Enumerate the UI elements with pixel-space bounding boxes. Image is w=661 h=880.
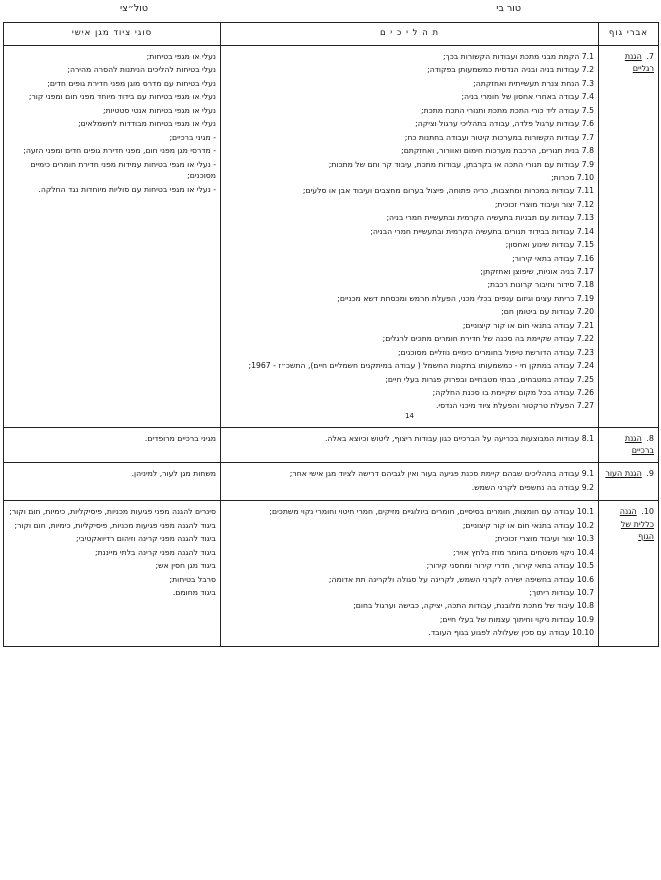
equipment-item: ביגוד להגנה מפני פגיעות מכניות, פיסיקליות, כימיות, חום וקור;: [14, 520, 216, 530]
process-item: 7.11 עבודות במכרות ומחצבות, כריה פתוחה, פיצול בערום מחצבים ועיבוד אבן או סלעים;: [302, 186, 594, 196]
process-item: 7.16 עבודה בתאי קירור;: [512, 253, 594, 263]
equipment-cell: [4, 46, 221, 428]
equipment-item: ביגוד להגנה מפני קרינה וזיהום רדיואקטיבי;: [75, 534, 216, 544]
equipment-item: נעלי או מגפי בטיחות;: [146, 52, 216, 61]
process-item: 7.13 עבודות עם תבניות בתעשיה הקרמית ובתעשיית חמרי בניה;: [386, 213, 594, 223]
process-item: 7.2 עבודות בניה ובניה הנדסית כמשמעותן בפקודה;: [427, 65, 594, 75]
column-header-body: אברי גוף: [599, 23, 659, 46]
process-item: 10.8 עיבוד של מתכת מלובנת, עבודות התכה, יציקה, כבישה וערגול בחום;: [353, 601, 594, 611]
equipment-item: נעלי בטיחות להליכים הניתנות להסרה מהירה;: [67, 65, 216, 75]
process-item: 7.3 הנחת צנרת תעשייתית ואחזקתה;: [473, 78, 594, 88]
equipment-item: - מגיני ברכיים;: [169, 132, 216, 142]
process-item: 7.7 עבודות הקשורות במערכות קיטור ועבודה בחתנות כח;: [404, 132, 594, 142]
section-title: הגנת ברכיים: [624, 433, 654, 456]
table-row: [4, 427, 659, 463]
process-item: 7.12 יצור ועיבוד מוצרי זכוכית;: [494, 199, 594, 209]
process-item: 7.10 מכרות;: [551, 172, 594, 182]
table-row: [4, 463, 659, 501]
process-item: 10.7 עבודות ריתוך;: [529, 587, 594, 597]
equipment-list: [8, 433, 216, 445]
process-cell: [221, 501, 599, 646]
column-header-process: ת ה ל י כ י ם: [221, 23, 599, 46]
process-item: 10.4 ניקוי משטחים בחומר מוזז בלחץ אויר;: [453, 547, 594, 557]
process-item: 7.15 עבודות שינוע ואחסון;: [505, 240, 594, 250]
equipment-cell: [4, 427, 221, 463]
section-title: הגנת רגליים: [624, 52, 654, 74]
equipment-item: נעלי או מגפי בטיחות עם בידוד מיוחד מפני חום ומפני קור;: [28, 92, 216, 102]
process-item: 7.24 עבודה במתקן חי - כמשמעותו בתקנות החשמל ( עבודה במיתקנים חשמליים חיים), התשכ״ז - 1967;: [248, 361, 594, 371]
equipment-item: נעלי או מגפי בטיחות אנטי סטטיות;: [103, 105, 216, 115]
process-item: 7.8 בנית תנורים, הרכבת מערכות חימום ואוורור, ואחזקתם;: [401, 146, 594, 156]
process-item: 7.6 עבודות ערגול פלדה, עבודה בתהליכי ערגול וציקה;: [415, 119, 594, 129]
section-number: 10.: [641, 507, 654, 517]
process-item: 9.2 עבודה בה נחשפים לקרני השמש.: [471, 482, 594, 492]
process-list: [225, 506, 594, 639]
process-item: 7.1 הקמת מבני מתכת ועבודות הקשורות בכך;: [442, 52, 594, 61]
process-item: 7.21 עבודה בתנאי חום או קור קיצוניים;: [462, 320, 594, 330]
equipment-list: [8, 51, 216, 196]
process-item: 7.18 סידור וחיבור קרונות רכבת;: [487, 280, 594, 290]
section-number: 7.: [646, 52, 654, 61]
body-part-cell: [599, 427, 659, 463]
process-item: 7.9 עבודות עם תנורי התכה או בקרבתן, עבודות מתכת, עיבוד קר וחם של מתכות;: [328, 159, 594, 169]
equipment-cell: [4, 501, 221, 646]
process-item: 7.19 כריתת עצים וגיזום ענפים בכלי מכני, הפעלת חרמש ומכסחת דשא מכניים;: [337, 293, 594, 303]
equipment-item: ביגוד להגנה מפני קרינה בלתי מייננת;: [95, 547, 216, 557]
process-cell: [221, 463, 599, 501]
process-item: 10.6 עבודה בחשיפה ישירה לקרני השמש, לקרינה על סגולה ולקרינה תת אדומה;: [328, 574, 594, 584]
equipment-item: משחות מגן לעור, למיניהן.: [131, 469, 216, 479]
equipment-cell: [4, 463, 221, 501]
process-item: 10.2 עבודה בתנאי חום או קור קיצוניים;: [462, 520, 594, 530]
process-item: 7.5 עבודה ליד כורי התכת מתכת ותנורי התכת מתכת;: [421, 105, 594, 115]
ppe-table: [3, 22, 659, 647]
process-item: 7.20 עבודות עם ביטומן חם;: [501, 307, 594, 317]
process-item: 10.9 עבודות ניקוי וחיתוך עצמות של בעלי חיים;: [439, 614, 594, 624]
equipment-item: - נעלי או מגפי בטיחות עמידות מפני חדירת חומרים כימיים מסוכנים;: [30, 159, 216, 181]
process-item: 8.1 עבודות המבוצעות בכריעה על הברכיים כגון עבודות ריצוף, ליטוש וכיוצא באלה.: [324, 433, 594, 443]
body-part-cell: [599, 46, 659, 428]
process-item: 10.5 עבודה בתאי קירור, חדרי קירור ומחסני קירור;: [426, 561, 594, 571]
process-item: 7.22 עבודה שקיימת בה סכנה של חדירת חומרים מתכים לרגלים;: [382, 334, 594, 344]
body-part-cell: [599, 463, 659, 501]
equipment-item: סרבל בטיחות;: [169, 574, 216, 584]
table-header-row: [4, 23, 659, 46]
section-number: 8.: [646, 433, 654, 443]
process-cell: [221, 46, 599, 428]
column-header-equipment: סוגי ציוד מגן אישי: [4, 23, 221, 46]
equipment-item: נעלי או מגפי בטיחות מבודדות לחשמלאים;: [78, 119, 216, 129]
equipment-item: - נעלי או מגפי בטיחות עם סוליות מיוחדות נגד החלקה.: [38, 184, 216, 194]
table-row: [4, 501, 659, 646]
page-number: 14: [405, 411, 414, 420]
process-item: 7.17 בניה אוניות, שיפוצן ואחזקתן;: [480, 267, 594, 276]
process-list: [225, 433, 594, 445]
process-item: 7.27 הפעלת טרקטור והפעלת ציוד מיכני הנדסי.: [435, 401, 594, 411]
equipment-list: [8, 506, 216, 599]
section-number: 9.: [646, 469, 654, 479]
process-item: 10.10 עבודה עם סכין שעלולה לפגוע בגוף העובד.: [428, 628, 594, 638]
process-item: 7.23 עבודה הדורשת טיפול בחומרים כימיים נוזליים מסוכנים;: [397, 347, 594, 357]
table-body: [4, 46, 659, 647]
process-item: 10.3 יצור ועיבוד מוצרי זכוכית;: [494, 534, 594, 544]
table-row: [4, 46, 659, 428]
equipment-item: ביגוד מגן חסין אש;: [155, 561, 216, 571]
header-right: טור בי: [496, 3, 521, 14]
header-left: טול״צי: [120, 3, 149, 14]
section-title: הגנת העור: [605, 469, 642, 479]
process-item: 9.1 עבודה בתהליכים שבהם קיימת סכנת פגיעה בעור ואין לגביהם דרישה לציוד מגן אישי אחר;: [289, 469, 594, 479]
process-item: 10.1 עבודה עם חומצות, חומרים בסיסיים, חומרים ביולוגיים מזיקים, חמרי חיטוי וחומרי נקוי משתכים;: [269, 507, 594, 517]
equipment-item: נעלי בטיחות עם מדרס מוגן מפני חדירת גופים חדים;: [47, 78, 216, 88]
process-list: [225, 51, 594, 412]
body-part-cell: [599, 501, 659, 646]
equipment-item: - מדרסי מגן מפני חום, מפני חדירת גופים חדים ומפני הזעה;: [23, 146, 216, 156]
equipment-item: מגיני ברכיים מרופדים.: [144, 433, 216, 443]
process-item: 7.25 עבודה במטבחים, בבתי מטבחיים ובפרוק פגרות בעלי חיים;: [385, 374, 594, 384]
equipment-list: [8, 468, 216, 480]
equipment-item: ביגוד מחומם.: [172, 587, 216, 597]
equipment-item: סינרים להגנה מפני פגיעות מכניות, פיסיקליות, כימיות, חום וקור;: [9, 507, 216, 517]
process-item: 7.14 עבודות בבידוד תנורים בתעשיה הקרמית ובתעשיית חמרי הבניה;: [370, 226, 594, 236]
process-item: 7.4 עבודה באחרי אחסון של חומרי בניה;: [461, 92, 594, 102]
process-list: [225, 468, 594, 493]
process-item: 7.26 עבודה בכל מקום שקיימת בו סכנת החלקה;: [432, 387, 594, 397]
section-title: הגנה כללית של הגוף: [619, 507, 654, 542]
process-cell: [221, 427, 599, 463]
